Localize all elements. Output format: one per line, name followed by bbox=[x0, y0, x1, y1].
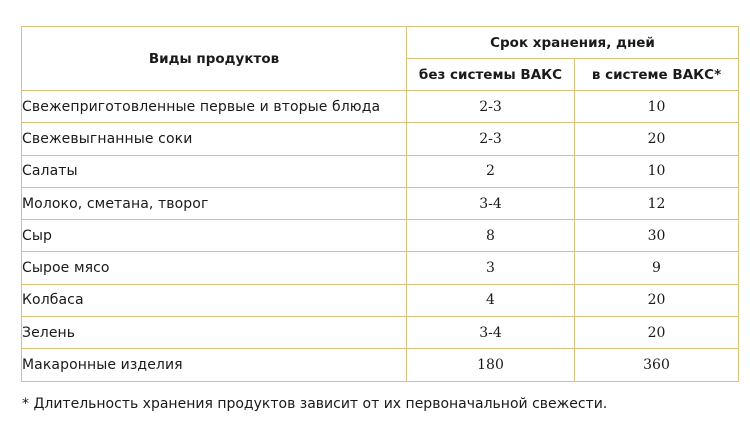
days-without-vaks: 180 bbox=[407, 349, 575, 381]
days-without-vaks: 3-4 bbox=[407, 317, 575, 349]
table-row bbox=[22, 317, 739, 349]
product-name: Молоко, сметана, творог bbox=[22, 187, 407, 219]
days-without-vaks: 2-3 bbox=[407, 123, 575, 155]
with-vaks-header: в системе ВАКС* bbox=[575, 59, 739, 91]
product-name: Макаронные изделия bbox=[22, 349, 407, 381]
days-with-vaks: 9 bbox=[575, 252, 739, 284]
product-name: Зелень bbox=[22, 317, 407, 349]
product-name: Колбаса bbox=[22, 284, 407, 316]
product-name: Салаты bbox=[22, 155, 407, 187]
table-row bbox=[22, 284, 739, 316]
days-with-vaks: 20 bbox=[575, 123, 739, 155]
days-without-vaks: 4 bbox=[407, 284, 575, 316]
days-without-vaks: 8 bbox=[407, 220, 575, 252]
table-row bbox=[22, 349, 739, 381]
table-row bbox=[22, 187, 739, 219]
days-without-vaks: 3 bbox=[407, 252, 575, 284]
days-with-vaks: 20 bbox=[575, 317, 739, 349]
days-without-vaks: 2-3 bbox=[407, 91, 575, 123]
days-without-vaks: 2 bbox=[407, 155, 575, 187]
without-vaks-header: без системы ВАКС bbox=[407, 59, 575, 91]
days-without-vaks: 3-4 bbox=[407, 187, 575, 219]
product-name: Свежеприготовленные первые и вторые блюда bbox=[22, 91, 407, 123]
days-with-vaks: 20 bbox=[575, 284, 739, 316]
storage-period-table bbox=[21, 26, 739, 382]
footnote: * Длительность хранения продуктов зависит от их первоначальной свежести. bbox=[22, 396, 608, 412]
days-with-vaks: 12 bbox=[575, 187, 739, 219]
storage-period-header: Срок хранения, дней bbox=[407, 27, 739, 59]
table-row bbox=[22, 220, 739, 252]
products-column-header: Виды продуктов bbox=[22, 27, 407, 91]
days-with-vaks: 30 bbox=[575, 220, 739, 252]
product-name: Свежевыгнанные соки bbox=[22, 123, 407, 155]
table-row bbox=[22, 123, 739, 155]
product-name: Сыр bbox=[22, 220, 407, 252]
days-with-vaks: 10 bbox=[575, 155, 739, 187]
days-with-vaks: 10 bbox=[575, 91, 739, 123]
days-with-vaks: 360 bbox=[575, 349, 739, 381]
table-row bbox=[22, 252, 739, 284]
table-row bbox=[22, 155, 739, 187]
product-name: Сырое мясо bbox=[22, 252, 407, 284]
header-row-1 bbox=[22, 27, 739, 59]
table-row bbox=[22, 91, 739, 123]
